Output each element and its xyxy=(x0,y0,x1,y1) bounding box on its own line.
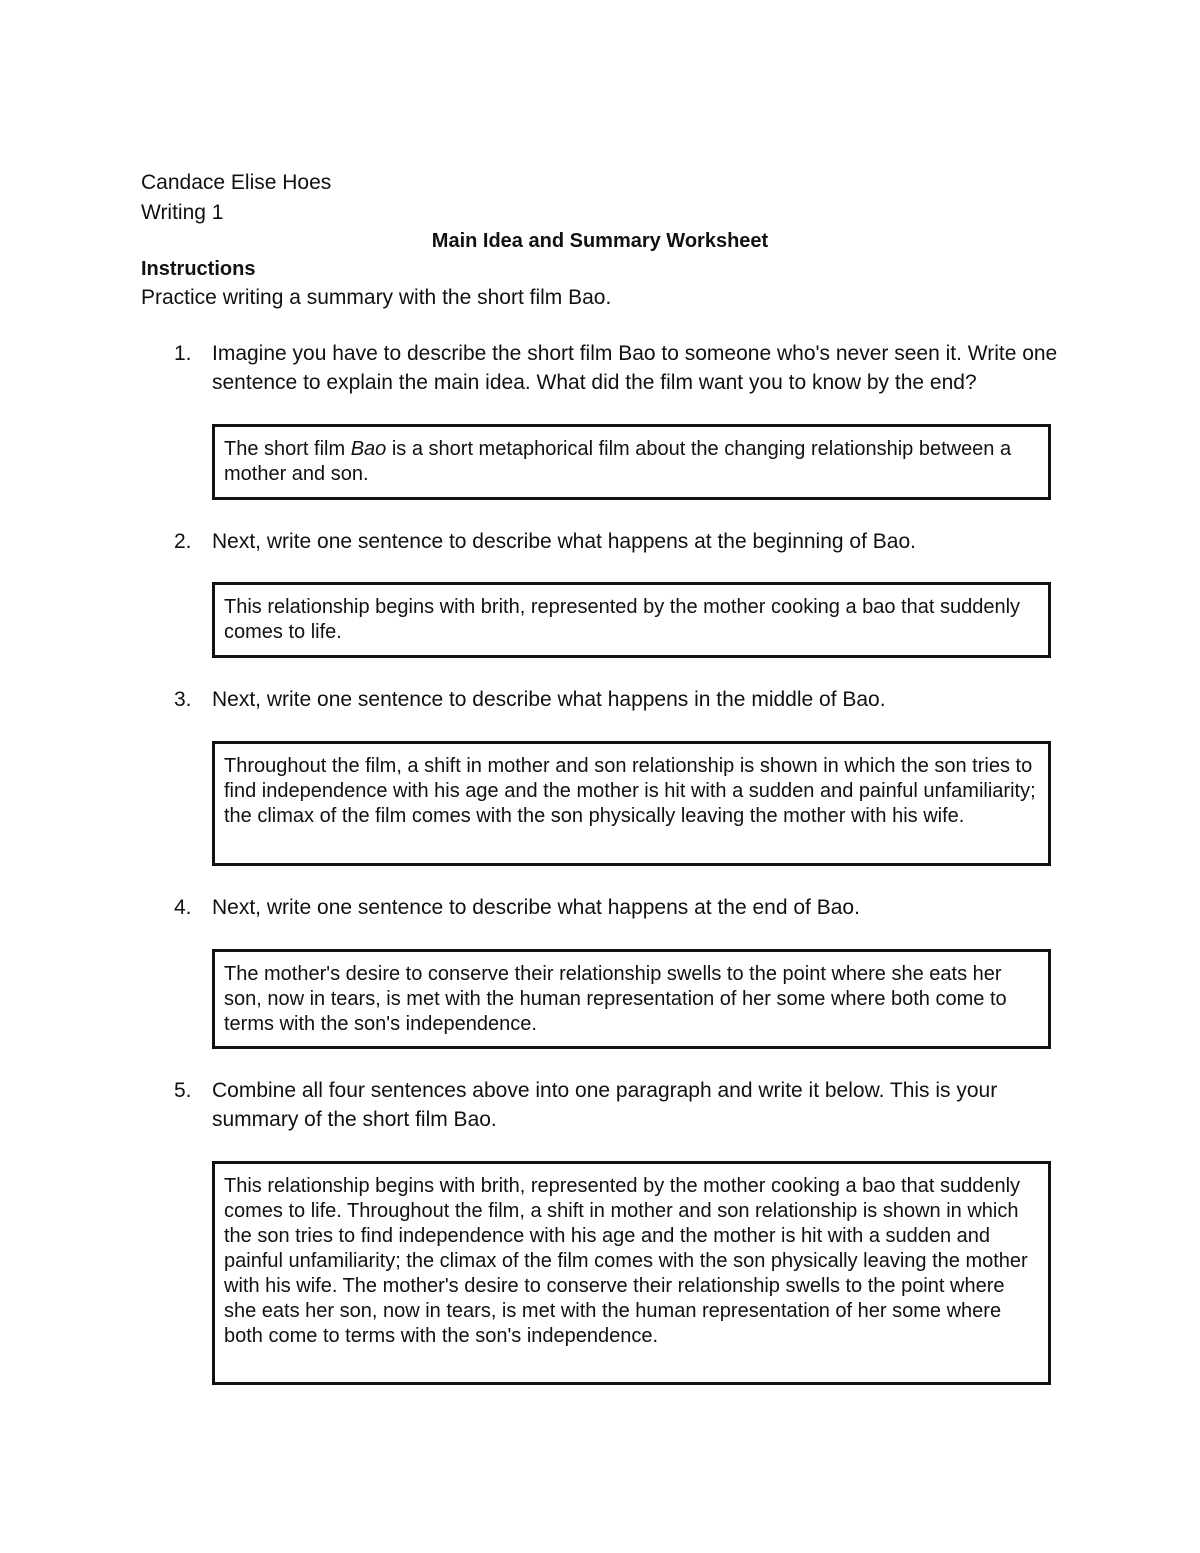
question-4-prompt: Next, write one sentence to describe what happens at the end of Bao. xyxy=(212,896,860,919)
answer-1-text-start: The short film xyxy=(224,438,351,460)
question-2-prompt: Next, write one sentence to describe what happens at the beginning of Bao. xyxy=(212,530,916,553)
answer-1-box[interactable] xyxy=(212,424,1051,500)
question-1-number: 1. xyxy=(174,342,192,365)
instructions-text: Practice writing a summary with the short film Bao. xyxy=(141,286,612,309)
answer-1-film-title: Bao xyxy=(350,438,387,460)
question-5-number: 5. xyxy=(174,1079,192,1102)
instructions-heading: Instructions xyxy=(141,258,256,280)
answer-5-box[interactable] xyxy=(212,1161,1051,1385)
answer-1-text-end: is a short metaphorical film about the changing relationship between a mother and son. xyxy=(224,438,1012,485)
answer-5-text: This relationship begins with brith, represented by the mother cooking a bao that suddenly comes to life. Throughout the film, a shift in mother and son relationship is shown in which the son tries to find independence with his age and the mother is hit with a sudden and painful unfamiliarity; the climax of the film comes with the son physically leaving the mother with his wife. The mother's desire to conserve their relationship swells to the point where she eats her son, now in tears, is met with the human representation of her some where both come to terms with the son's independence. xyxy=(224,1175,1028,1347)
answer-3-text: Throughout the film, a shift in mother and son relationship is shown in which the son tries to find independence with his age and the mother is hit with a sudden and painful unfamiliarity; the climax of the film comes with the son physically leaving the mother with his wife. xyxy=(224,755,1036,827)
question-5-prompt: Combine all four sentences above into one paragraph and write it below. This is your summary of the short film Bao. xyxy=(212,1079,998,1131)
answer-4-text: The mother's desire to conserve their relationship swells to the point where she eats her son, now in tears, is met with the human representation of her some where both come to terms with the son's independence. xyxy=(224,963,1007,1035)
answer-3-box[interactable] xyxy=(212,741,1051,866)
question-2-number: 2. xyxy=(174,530,192,553)
worksheet-title: Main Idea and Summary Worksheet xyxy=(431,230,769,252)
question-4-number: 4. xyxy=(174,896,192,919)
question-1-prompt: Imagine you have to describe the short film Bao to someone who's never seen it. Write one sentence to explain the main idea. What did the film want you to know by the end? xyxy=(212,342,1058,394)
answer-4-box[interactable] xyxy=(212,949,1051,1049)
question-3-number: 3. xyxy=(174,688,192,711)
answer-2-text: This relationship begins with brith, represented by the mother cooking a bao that suddenly comes to life. xyxy=(224,596,1021,643)
question-3-prompt: Next, write one sentence to describe what happens in the middle of Bao. xyxy=(212,688,886,711)
author-name: Candace Elise Hoes xyxy=(141,171,332,194)
course-name: Writing 1 xyxy=(141,201,224,224)
answer-2-box[interactable] xyxy=(212,582,1051,658)
